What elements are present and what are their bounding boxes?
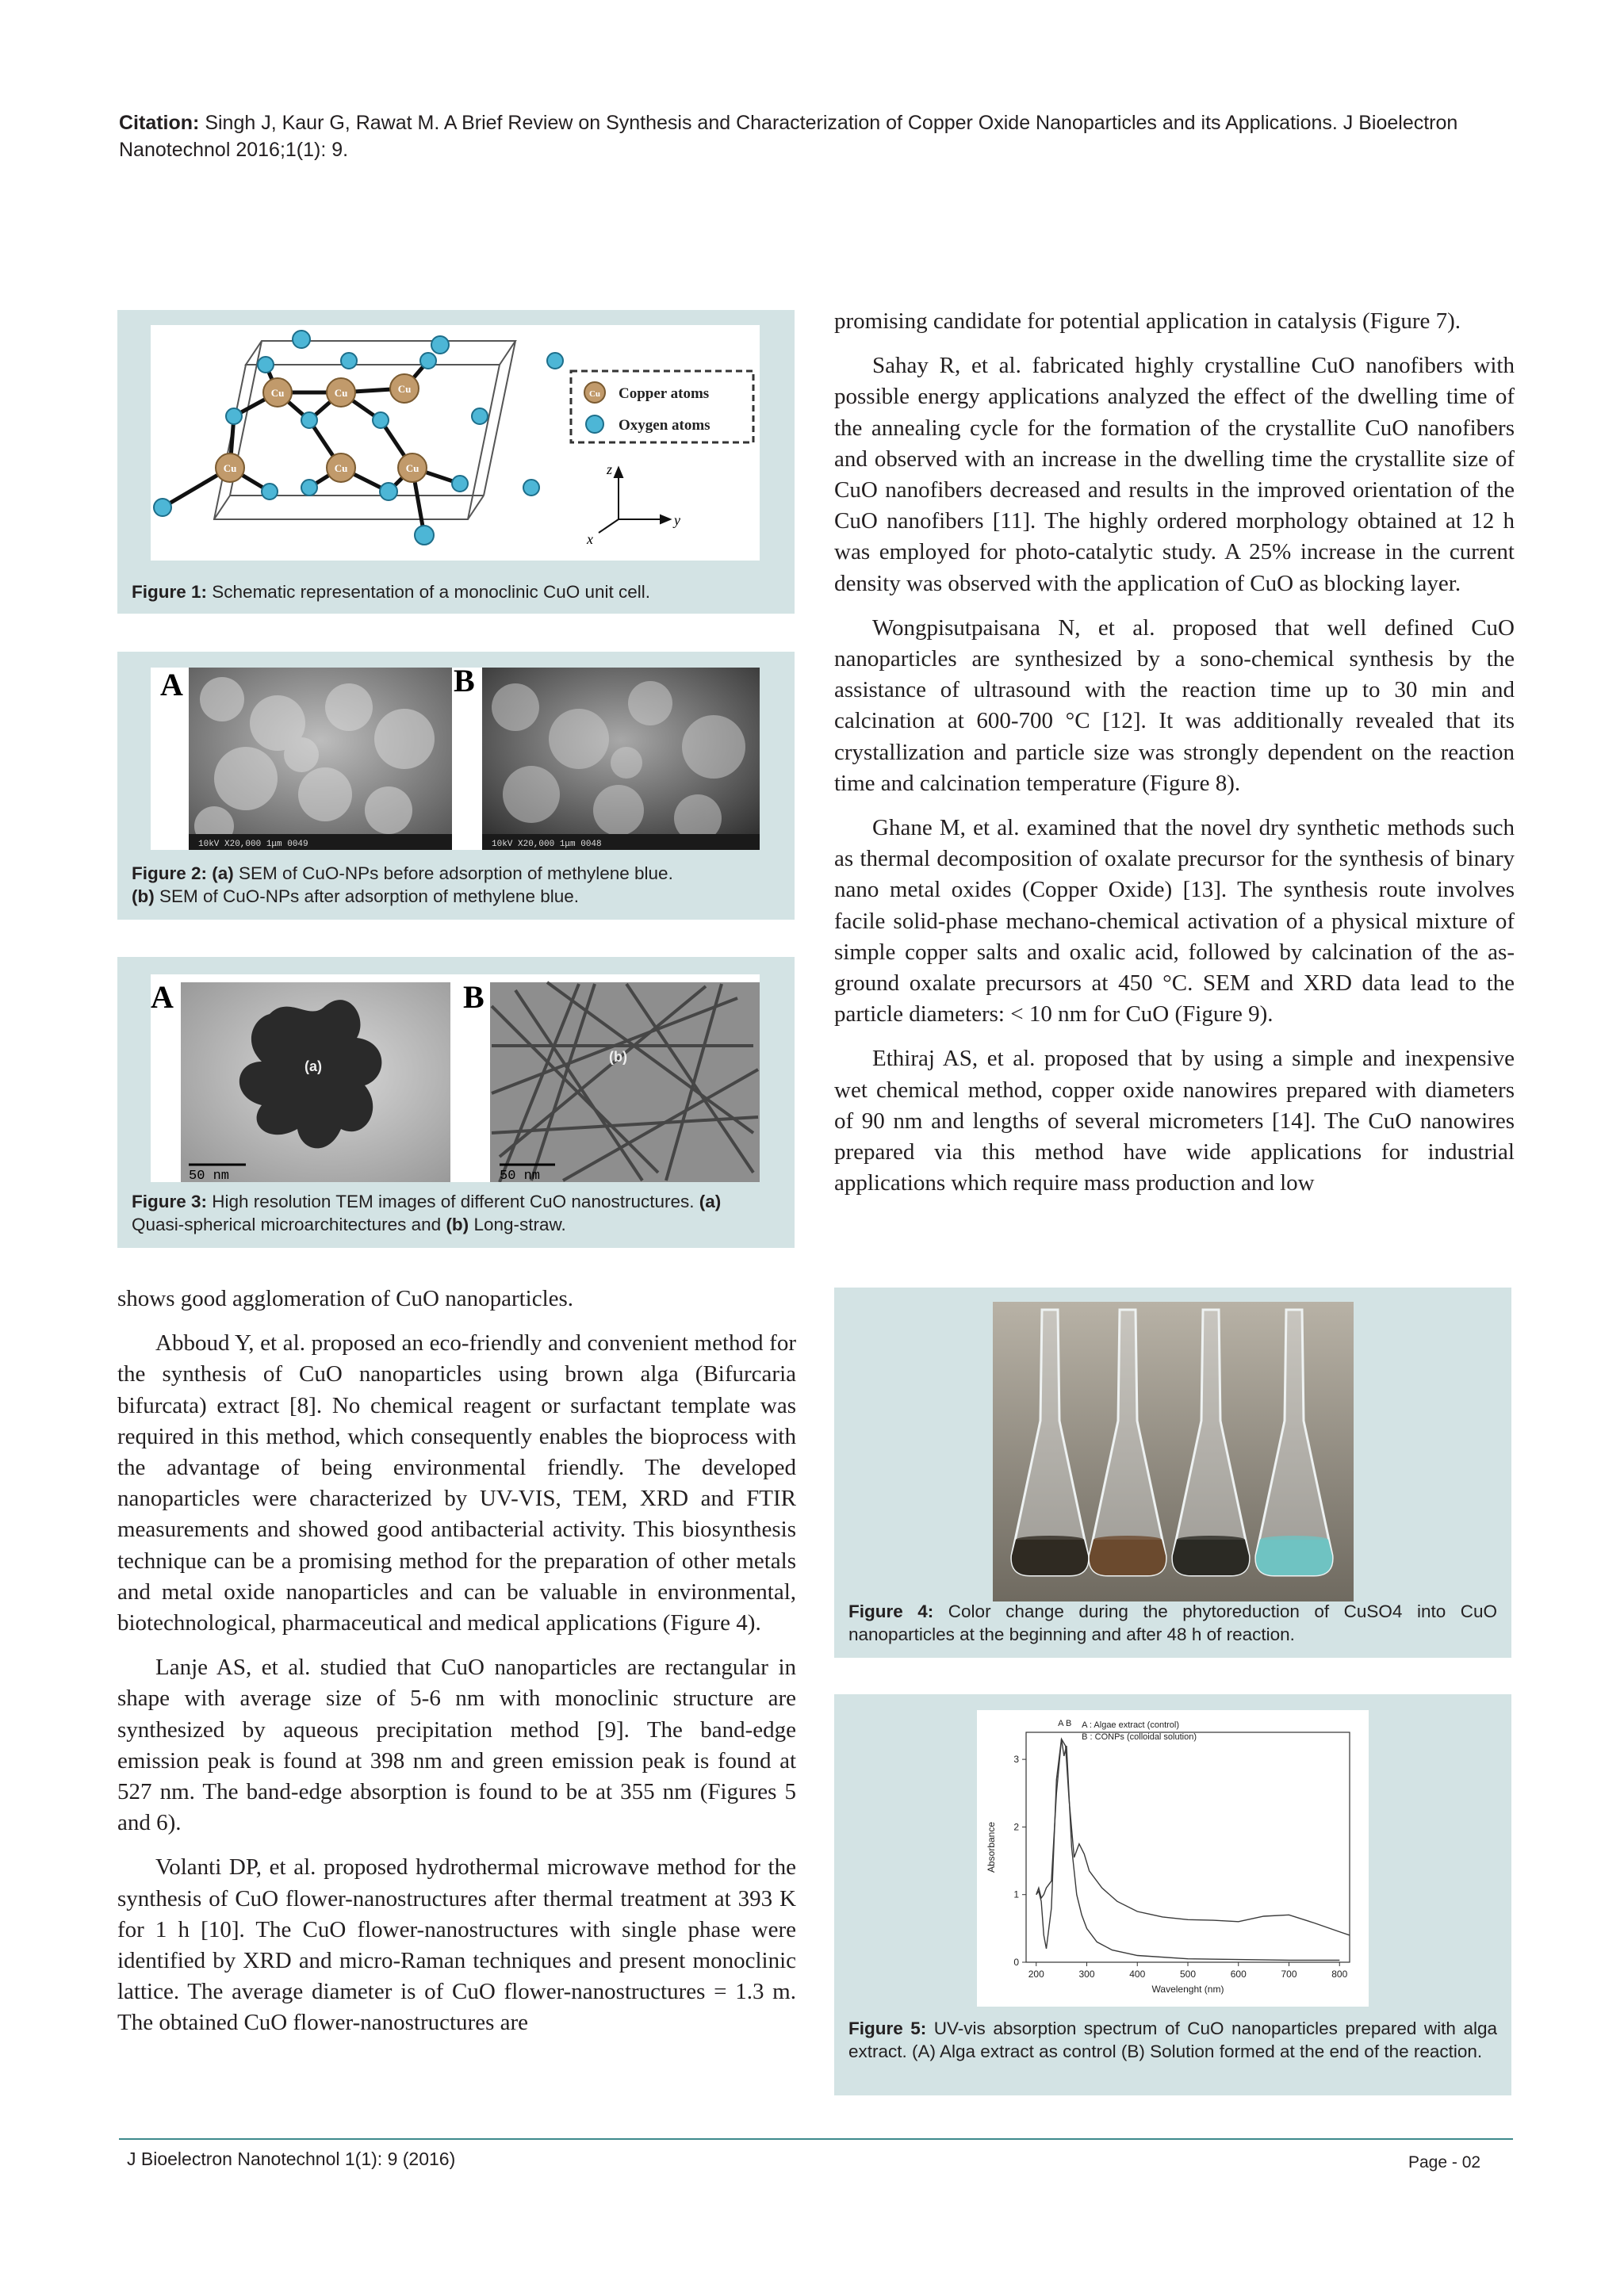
citation-label: Citation:: [119, 112, 200, 134]
figure-4-label: Figure 4:: [848, 1601, 934, 1621]
figure-3-text-2: Quasi-spherical microarchitectures and: [132, 1215, 442, 1234]
flask-photo: [993, 1302, 1354, 1601]
figure-2: [117, 652, 795, 920]
x-tick-label: 300: [1078, 1969, 1095, 1980]
x-tick-label: 400: [1129, 1969, 1146, 1980]
cu-atom-label: Cu: [334, 387, 348, 399]
tem-inner-a: (a): [304, 1058, 322, 1074]
citation-text: Singh J, Kaur G, Rawat M. A Brief Review on Synthesis and Characterization of Copper Oxide Nanoparticles and its Applications. J Bioelectron Nanotechnol 2016;1(1): 9.: [119, 112, 1458, 161]
unit-cell-diagram: [151, 325, 760, 561]
figure-2-image: [151, 668, 760, 850]
figure-5-chart: [977, 1710, 1369, 2007]
legend-copper-atoms: Copper atoms: [619, 385, 710, 402]
panel-a-label: A: [160, 668, 183, 702]
plot-frame: [1026, 1732, 1350, 1962]
paragraph: Lanje AS, et al. studied that CuO nanoparticles are rectangular in shape with average size of 5-6 nm with monoclinic structure are synthesized by aqueous precipitation method [9]. The band-edge emission peak is found at 398 nm and green emission peak is found at 527 nm. The band-edge absorption is found to be at 355 nm (Figures 5 and 6).: [117, 1655, 796, 1836]
paragraph: Sahay R, et al. fabricated highly crystalline CuO nanofibers with possible energy applications analyzed the effect of the dwelling time of the annealing cycle for the formation of the crystallite CuO nanofibers and observed with an increase in the dwelling time the crystallite size of CuO nanofibers decreased and results in the improved orientation of the CuO nanofibers [11]. The highly ordered morphology obtained at 12 h was employed for photo-catalytic study. A 25% increase in the current density was observed with the application of CuO as blocking layer.: [834, 353, 1515, 596]
peak-labels: A B: [1058, 1719, 1072, 1728]
part-b-label: (b): [132, 886, 155, 906]
citation: [119, 109, 1515, 163]
figure-4-text: Color change during the phytoreduction of CuSO4 into CuO nanoparticles at the beginning and after 48 h of reaction.: [848, 1601, 1497, 1644]
footer-rule: [119, 2138, 1513, 2140]
figure-1-image: [151, 325, 760, 561]
series-line-B: [1036, 1739, 1350, 1935]
x-tick-label: 800: [1331, 1969, 1348, 1980]
paragraph: Abboud Y, et al. proposed an eco-friendly and convenient method for the synthesis of CuO nanoparticles using brown alga (Bifurcaria bifurcata) extract [8]. No chemical reagent or surfactant template was required in this method, which consequently enables the bioprocess with the advantage of being environmental friendly. The developed nanoparticles were characterized by UV-VIS, TEM, XRD and FTIR measurements and showed good antibacterial activity. This biosynthesis technique can be a promising method for the preparation of other metals and metal oxide nanoparticles and can be valuable in environmental, biotechnological, pharmaceutical and medical applications (Figure 4).: [117, 1330, 796, 1636]
cu-atom-label: Cu: [405, 462, 419, 474]
uv-vis-chart: [977, 1710, 1369, 2007]
paragraph: Wongpisutpaisana N, et al. proposed that well defined CuO nanoparticles are synthesized by a sono-chemical synthesis by the assistance of ultrasound with the reaction time up to 30 min and calcination at 600-700 °C [12]. It was additionally revealed that its crystallization and particle size was strongly dependent on the reaction time and calcination temperature (Figure 8).: [834, 614, 1515, 796]
paragraph: promising candidate for potential application in catalysis (Figure 7).: [834, 308, 1461, 334]
figure-5: [834, 1694, 1511, 2095]
x-tick-label: 200: [1028, 1969, 1044, 1980]
tem-scale-a: 50 nm: [189, 1169, 230, 1182]
figure-5-label: Figure 5:: [848, 2019, 927, 2038]
y-tick-label: 1: [1013, 1888, 1019, 1900]
figure-2-label: Figure 2:: [132, 863, 208, 883]
figure-1-text: Schematic representation of a monoclinic CuO unit cell.: [212, 582, 651, 602]
paragraph: Volanti DP, et al. proposed hydrothermal microwave method for the synthesis of CuO flower-nanostructures after thermal treatment at 393 K for 1 h [10]. The CuO flower-nanostructures with single phase were identified by XRD and micro-Raman techniques and present monoclinic lattice. The average diameter is of CuO flower-nanostructures = 1.3 m. The obtained CuO flower-nanostructures are: [117, 1854, 796, 2036]
y-tick-label: 0: [1013, 1957, 1019, 1968]
tem-scale-b: 50 nm: [500, 1169, 541, 1182]
figure-2-caption: [132, 862, 780, 908]
flask-liquid: [1173, 1540, 1249, 1575]
figure-3-caption: [132, 1190, 780, 1236]
cu-atom-label: Cu: [397, 383, 412, 395]
cu-atom-label: Cu: [223, 462, 237, 474]
part-a-label: (a): [212, 863, 234, 883]
flask-liquid: [1256, 1540, 1332, 1575]
tem-inner-b: (b): [609, 1049, 627, 1065]
figure-1-label: Figure 1:: [132, 582, 208, 602]
figure-3-image: [151, 974, 760, 1182]
tem-images: [151, 974, 760, 1182]
legend-entry: B : CONPs (colloidal solution): [1082, 1732, 1197, 1742]
axis-x-label: x: [587, 531, 593, 547]
sem-images: [151, 668, 760, 850]
sem-scale-a: 10kV X20,000 1μm 0049: [198, 840, 308, 849]
figure-3-text-3: Long-straw.: [473, 1215, 566, 1234]
x-axis-label: Wavelenght (nm): [1151, 1984, 1224, 1995]
legend-cu-symbol: Cu: [588, 389, 601, 399]
figure-3-label: Figure 3:: [132, 1192, 208, 1211]
legend-oxygen-atoms: Oxygen atoms: [619, 417, 710, 434]
footer-journal: J Bioelectron Nanotechnol 1(1): 9 (2016): [127, 2149, 456, 2169]
part-a-label: (a): [699, 1192, 722, 1211]
sem-scale-b: 10kV X20,000 1μm 0048: [492, 840, 602, 849]
part-b-text: SEM of CuO-NPs after adsorption of methylene blue.: [159, 886, 580, 906]
flask-liquid: [1012, 1540, 1088, 1575]
part-b-label: (b): [446, 1215, 469, 1234]
y-tick-label: 2: [1013, 1821, 1019, 1833]
panel-b-label: B: [454, 668, 475, 698]
x-tick-label: 700: [1281, 1969, 1297, 1980]
y-tick-label: 3: [1013, 1754, 1019, 1766]
figure-5-text: UV-vis absorption spectrum of CuO nanoparticles prepared with alga extract. (A) Alga extract as control (B) Solution formed at the end of the reaction.: [848, 2019, 1497, 2061]
figure-4-caption: [848, 1600, 1497, 1646]
x-tick-label: 600: [1230, 1969, 1247, 1980]
part-a-text: SEM of CuO-NPs before adsorption of methylene blue.: [239, 863, 673, 883]
figure-3: [117, 957, 795, 1248]
axis-z-label: z: [607, 461, 613, 477]
figure-1-caption: [132, 580, 780, 603]
cu-atom-label: Cu: [334, 462, 348, 474]
figure-3-text-1: High resolution TEM images of different CuO nanostructures.: [212, 1192, 695, 1211]
x-tick-label: 500: [1179, 1969, 1197, 1980]
figure-4: [834, 1288, 1511, 1658]
footer-page: Page - 02: [1408, 2153, 1481, 2172]
panel-b-label: B: [463, 979, 485, 1015]
paragraph: Ghane M, et al. examined that the novel dry synthetic methods such as thermal decomposition of oxalate precursor for the synthesis of binary nano metal oxides (Copper Oxide) [13]. The synthesis route involves facile solid-phase mechano-chemical activation of a physical mixture of simple copper salts and oxalic acid, followed by calcination of the as-ground oxalate precursors at 450 °C. SEM and XRD data lead to the particle diameters: < 10 nm for CuO (Figure 9).: [834, 815, 1515, 1027]
figure-1: [117, 310, 795, 614]
figure-4-image: [993, 1302, 1354, 1601]
flask-liquid: [1090, 1540, 1166, 1575]
y-axis-label: Absorbance: [986, 1821, 997, 1873]
panel-a-label: A: [151, 979, 174, 1015]
paragraph: shows good agglomeration of CuO nanoparticles.: [117, 1286, 574, 1311]
cu-atom-label: Cu: [270, 387, 285, 399]
paragraph: Ethiraj AS, et al. proposed that by using a simple and inexpensive wet chemical method, copper oxide nanowires prepared with diameters of 90 nm and lengths of several micrometers [14]. The CuO nanowires prepared via this method have wide applications for industrial applications which require mass production and low: [834, 1046, 1515, 1196]
left-column-text: [117, 1284, 796, 2053]
axis-y-label: y: [674, 512, 680, 528]
figure-5-caption: [848, 2017, 1497, 2063]
legend-entry: A : Algae extract (control): [1082, 1720, 1180, 1730]
right-column-text: [834, 306, 1515, 1212]
